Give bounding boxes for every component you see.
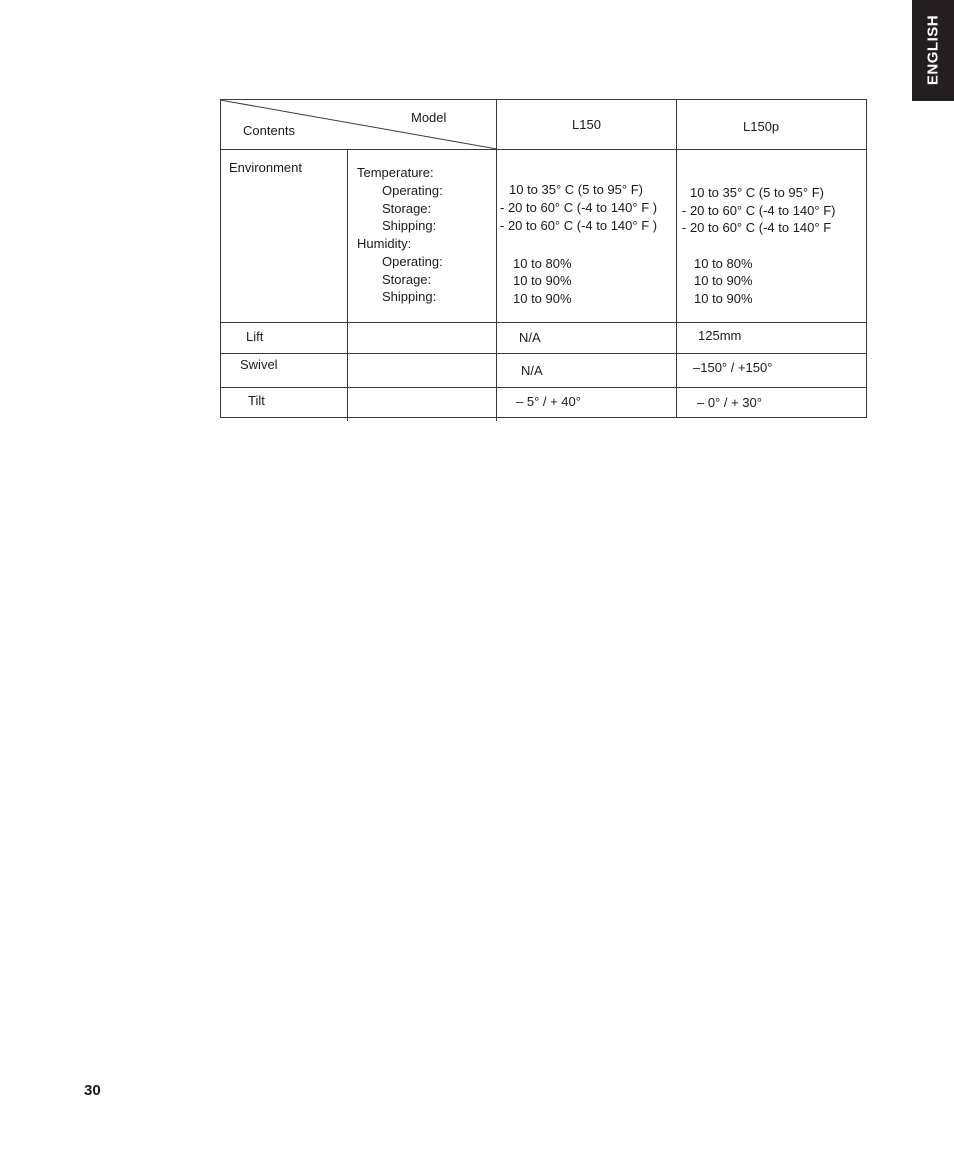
lift-l150-value: N/A	[519, 330, 541, 345]
l150p-temp-storage: - 20 to 60° C (-4 to 140° F)	[682, 203, 836, 218]
table-border-right	[866, 99, 867, 418]
swivel-l150-value: N/A	[521, 363, 543, 378]
temp-shipping-label: Shipping:	[382, 218, 437, 233]
row-divider	[220, 387, 867, 388]
column-divider	[347, 149, 348, 421]
page-number: 30	[84, 1082, 101, 1099]
environment-label: Environment	[229, 160, 302, 175]
row-divider	[220, 353, 867, 354]
language-tab-label: ENGLISH	[924, 14, 942, 86]
tilt-l150p-value: – 0° / + 30°	[697, 395, 762, 410]
temperature-label: Temperature:	[357, 165, 434, 180]
l150-temp-shipping: - 20 to 60° C (-4 to 140° F )	[500, 218, 658, 233]
temp-storage-label: Storage:	[382, 201, 432, 216]
column-divider	[676, 99, 677, 418]
tilt-l150-value: – 5° / + 40°	[516, 394, 581, 409]
tilt-label: Tilt	[248, 393, 265, 408]
header-contents-label: Contents	[243, 123, 296, 138]
hum-storage-label: Storage:	[382, 272, 432, 287]
header-model-l150p: L150p	[743, 119, 780, 134]
l150-temp-storage: - 20 to 60° C (-4 to 140° F )	[500, 200, 658, 215]
table-border-bottom	[220, 417, 867, 418]
temp-operating-label: Operating:	[382, 183, 443, 198]
humidity-label: Humidity:	[357, 236, 412, 251]
header-model-label: Model	[411, 110, 447, 125]
lift-l150p-value: 125mm	[698, 328, 742, 343]
l150p-temp-operating: 10 to 35° C (5 to 95° F)	[690, 185, 824, 200]
l150-hum-shipping: 10 to 90%	[513, 291, 572, 306]
header-model-l150: L150	[572, 117, 601, 132]
l150p-hum-shipping: 10 to 90%	[694, 291, 753, 306]
hum-operating-label: Operating:	[382, 254, 443, 269]
l150-temp-operating: 10 to 35° C (5 to 95° F)	[509, 182, 643, 197]
swivel-label: Swivel	[240, 357, 278, 372]
swivel-l150p-value: –150° / +150°	[693, 360, 773, 375]
row-divider	[220, 322, 867, 323]
specification-table	[220, 99, 867, 421]
language-tab	[912, 0, 954, 101]
l150-hum-storage: 10 to 90%	[513, 273, 572, 288]
hum-shipping-label: Shipping:	[382, 289, 437, 304]
l150p-hum-operating: 10 to 80%	[694, 256, 753, 271]
l150-hum-operating: 10 to 80%	[513, 256, 572, 271]
l150p-hum-storage: 10 to 90%	[694, 273, 753, 288]
lift-label: Lift	[246, 329, 264, 344]
l150p-temp-shipping: - 20 to 60° C (-4 to 140° F	[682, 220, 832, 235]
